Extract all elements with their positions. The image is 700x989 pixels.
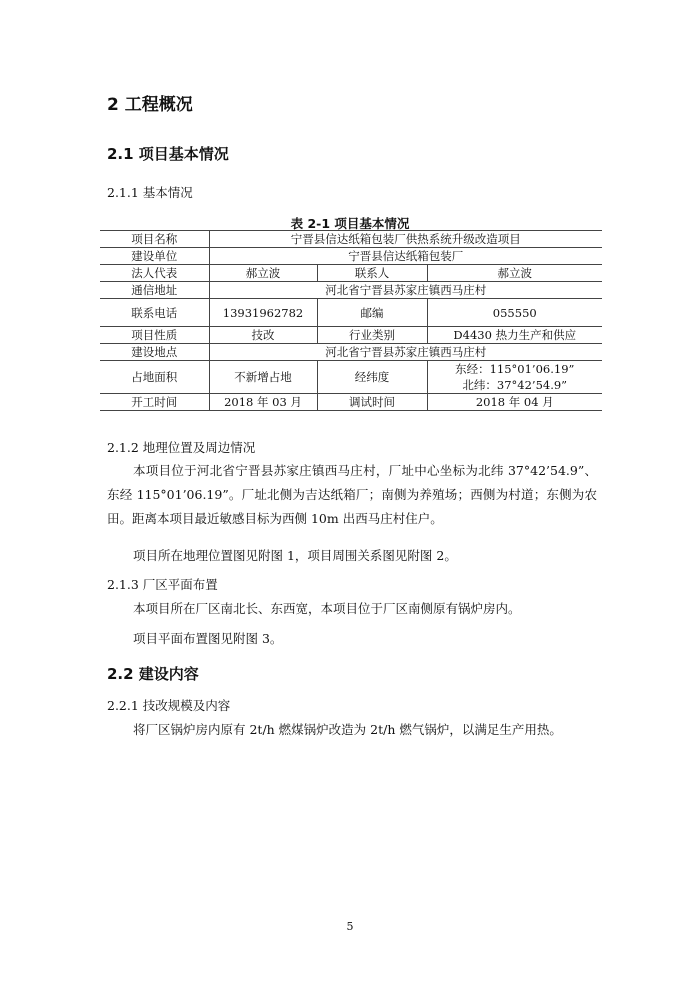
paragraph-layout-ref: 项目平面布置图见附图 3。 bbox=[133, 631, 283, 646]
subsection-heading-2-1-2: 2.1.2 地理位置及周边情况 bbox=[107, 440, 256, 455]
table-value: 宁晋县信达纸箱包装厂供热系统升级改造项目 bbox=[209, 231, 602, 248]
paragraph-location: 本项目位于河北省宁晋县苏家庄镇西马庄村，厂址中心坐标为北纬 37°42’54.9”、东经 115°01’06.19”。厂址北侧为吉达纸箱厂；南侧为养殖场；西侧为村道；东侧为农田。距离本项目最近敏感目标为西侧 10m 出西马庄村住户。 bbox=[107, 463, 597, 526]
table-value: 2018 年 04 月 bbox=[427, 394, 602, 411]
table-value: 2018 年 03 月 bbox=[209, 394, 317, 411]
table-label: 邮编 bbox=[317, 299, 427, 327]
paragraph-figure-ref: 项目所在地理位置图见附图 1，项目周围关系图见附图 2。 bbox=[133, 548, 457, 563]
table-label: 开工时间 bbox=[100, 394, 209, 411]
table-row bbox=[100, 231, 602, 248]
table-label: 经纬度 bbox=[317, 361, 427, 394]
subsection-heading-2-2-1: 2.2.1 技改规模及内容 bbox=[107, 698, 231, 713]
table-value: 宁晋县信达纸箱包装厂 bbox=[209, 248, 602, 265]
chapter-heading: 2 工程概况 bbox=[107, 95, 193, 115]
latitude-value: 北纬：37°42’54.9” bbox=[462, 378, 568, 392]
table-label: 项目性质 bbox=[100, 327, 209, 344]
table-label: 法人代表 bbox=[100, 265, 209, 282]
table-label: 联系电话 bbox=[100, 299, 209, 327]
coordinates-cell bbox=[427, 361, 602, 394]
subsection-heading-2-1-3: 2.1.3 厂区平面布置 bbox=[107, 577, 218, 592]
table-row bbox=[100, 361, 602, 394]
table-value: 055550 bbox=[427, 299, 602, 327]
table-row bbox=[100, 299, 602, 327]
table-row bbox=[100, 248, 602, 265]
table-label: 调试时间 bbox=[317, 394, 427, 411]
longitude-value: 东经：115°01’06.19” bbox=[455, 362, 575, 376]
paragraph-layout: 本项目所在厂区南北长、东西宽，本项目位于厂区南侧原有锅炉房内。 bbox=[133, 601, 521, 616]
table-label: 占地面积 bbox=[100, 361, 209, 394]
table-label: 通信地址 bbox=[100, 282, 209, 299]
table-value: 郝立波 bbox=[209, 265, 317, 282]
table-value: 郝立波 bbox=[427, 265, 602, 282]
table-value: 河北省宁晋县苏家庄镇西马庄村 bbox=[209, 344, 602, 361]
table-value: 技改 bbox=[209, 327, 317, 344]
table-row bbox=[100, 344, 602, 361]
table-label: 联系人 bbox=[317, 265, 427, 282]
table-row bbox=[100, 327, 602, 344]
table-label: 建设地点 bbox=[100, 344, 209, 361]
table-value: 不新增占地 bbox=[209, 361, 317, 394]
table-row bbox=[100, 282, 602, 299]
paragraph-retrofit: 将厂区锅炉房内原有 2t/h 燃煤锅炉改造为 2t/h 燃气锅炉，以满足生产用热。 bbox=[133, 722, 562, 737]
table-row bbox=[100, 394, 602, 411]
table-value: 河北省宁晋县苏家庄镇西马庄村 bbox=[209, 282, 602, 299]
table-label: 项目名称 bbox=[100, 231, 209, 248]
table-row bbox=[100, 265, 602, 282]
table-label: 建设单位 bbox=[100, 248, 209, 265]
table-value: D4430 热力生产和供应 bbox=[427, 327, 602, 344]
subsection-heading-2-1-1: 2.1.1 基本情况 bbox=[107, 185, 193, 200]
section-heading-2-1: 2.1 项目基本情况 bbox=[107, 145, 229, 163]
page-number: 5 bbox=[346, 920, 354, 933]
table-label: 行业类别 bbox=[317, 327, 427, 344]
project-info-table bbox=[100, 230, 602, 411]
table-caption: 表 2-1 项目基本情况 bbox=[290, 216, 410, 231]
table-value: 13931962782 bbox=[209, 299, 317, 327]
section-heading-2-2: 2.2 建设内容 bbox=[107, 665, 199, 683]
